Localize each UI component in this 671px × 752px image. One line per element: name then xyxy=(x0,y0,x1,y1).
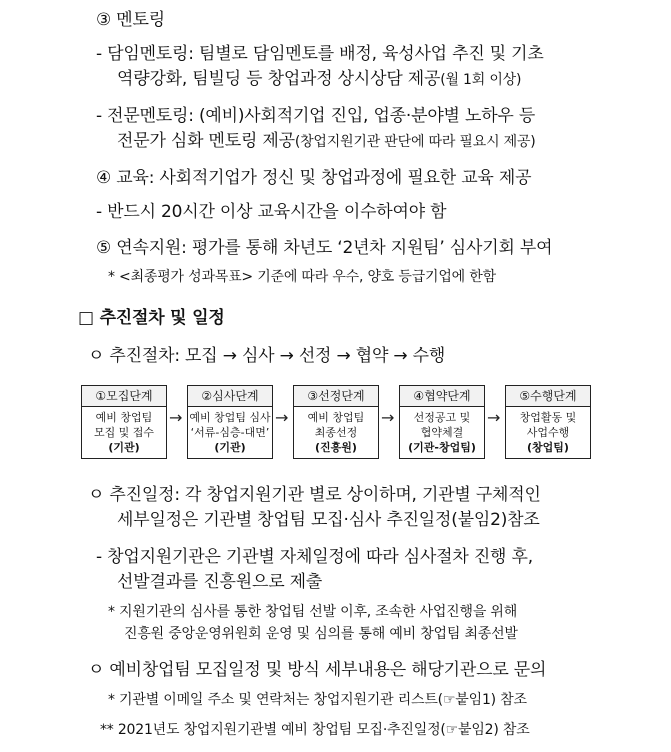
schedule-note1-line1: * 지원기관의 심사를 통한 창업팀 선발 이후, 조속한 사업진행을 위해 xyxy=(108,604,518,620)
flow-step-line: 예비 창업팀 xyxy=(307,411,365,424)
flow-arrow: → xyxy=(487,408,501,427)
mentoring-item1-line1: - 담임멘토링: 팀별로 담임멘토를 배정, 육성사업 추진 및 기초 xyxy=(96,44,544,64)
flow-step-5 xyxy=(505,385,591,459)
flow-step-line: 선정공고 및 xyxy=(413,411,471,424)
flow-step-title: ④협약단계 xyxy=(400,386,484,407)
mentoring-item2-line1: - 전문멘토링: (예비)사회적기업 진입, 업종·분야별 노하우 등 xyxy=(96,106,536,126)
mentoring-item1-line2: 역량강화, 팀빌딩 등 창업과정 상시상담 제공(월 1회 이상) xyxy=(117,69,522,89)
section-title: □ 추진절차 및 일정 xyxy=(78,308,225,328)
flow-step-3 xyxy=(293,385,379,459)
schedule-note1-line2: 진흥원 중앙운영위원회 운영 및 심의를 통해 예비 창업팀 최종선발 xyxy=(124,626,518,642)
flow-step-line: 협약체결 xyxy=(420,426,464,439)
schedule-sub1-line1: - 창업지원기관은 기관별 자체일정에 따라 심사절차 진행 후, xyxy=(96,547,533,567)
mentoring-heading: ③ 멘토링 xyxy=(96,10,165,30)
education-item1: - 반드시 20시간 이상 교육시간을 이수하여야 함 xyxy=(96,202,447,222)
schedule-line1: ㅇ 추진일정: 각 창업지원기관 별로 상이하며, 기관별 구체적인 xyxy=(88,485,541,505)
mentoring-item2-suffix: (창업지원기관 판단에 따라 필요시 제공) xyxy=(294,134,536,150)
flow-step-line: 예비 창업팀 xyxy=(95,411,153,424)
flow-step-actor: (기관-창업팀) xyxy=(408,441,476,454)
flow-step-line: 사업수행 xyxy=(526,426,570,439)
flow-arrow: → xyxy=(275,408,289,427)
flow-arrow: → xyxy=(169,408,183,427)
inquiry-note3: ** 2021년도 창업지원기관별 예비 창업팀 모집·추진일정(☞붙임2) 참조 xyxy=(100,722,530,738)
flow-step-4 xyxy=(399,385,485,459)
flow-step-2 xyxy=(187,385,273,459)
inquiry-note2: * 기관별 이메일 주소 및 연락처는 창업지원기관 리스트(☞붙임1) 참조 xyxy=(108,692,527,708)
flow-step-line: 창업활동 및 xyxy=(519,411,577,424)
education-heading: ④ 교육: 사회적기업가 정신 및 창업과정에 필요한 교육 제공 xyxy=(96,168,532,188)
flow-step-line: ‘서류-심층-대면’ xyxy=(190,426,270,439)
flow-step-title: ⑤수행단계 xyxy=(506,386,590,407)
mentoring-item2-line2: 전문가 심화 멘토링 제공(창업지원기관 판단에 따라 필요시 제공) xyxy=(117,131,536,151)
mentoring-item1-suffix: (월 1회 이상) xyxy=(440,72,522,88)
inquiry-line: ㅇ 예비창업팀 모집일정 및 방식 세부내용은 해당기관으로 문의 xyxy=(88,660,547,680)
flow-step-line: 예비 창업팀 심사 xyxy=(189,411,271,424)
continuous-note: * <최종평가 성과목표> 기준에 따라 우수, 양호 등급기업에 한함 xyxy=(108,269,496,285)
flow-step-title: ②심사단계 xyxy=(188,386,272,407)
continuous-heading: ⑤ 연속지원: 평가를 통해 차년도 ‘2년차 지원팀’ 심사기회 부여 xyxy=(96,238,553,258)
flow-step-actor: (진흥원) xyxy=(315,441,357,454)
flow-step-actor: (창업팀) xyxy=(527,441,569,454)
schedule-line2: 세부일정은 기관별 창업팀 모집·심사 추진일정(붙임2)참조 xyxy=(117,510,540,530)
flow-step-1 xyxy=(81,385,167,459)
flow-step-title: ①모집단계 xyxy=(82,386,166,407)
flow-arrow: → xyxy=(381,408,395,427)
flow-step-actor: (기관) xyxy=(108,441,140,454)
flow-step-actor: (기관) xyxy=(214,441,246,454)
procedure-steps: ㅇ 추진절차: 모집 → 심사 → 선정 → 협약 → 수행 xyxy=(88,346,446,366)
flow-step-line: 모집 및 접수 xyxy=(93,426,155,439)
flow-step-line: 최종선정 xyxy=(314,426,358,439)
flow-step-title: ③선정단계 xyxy=(294,386,378,407)
schedule-sub1-line2: 선발결과를 진흥원으로 제출 xyxy=(117,572,323,592)
